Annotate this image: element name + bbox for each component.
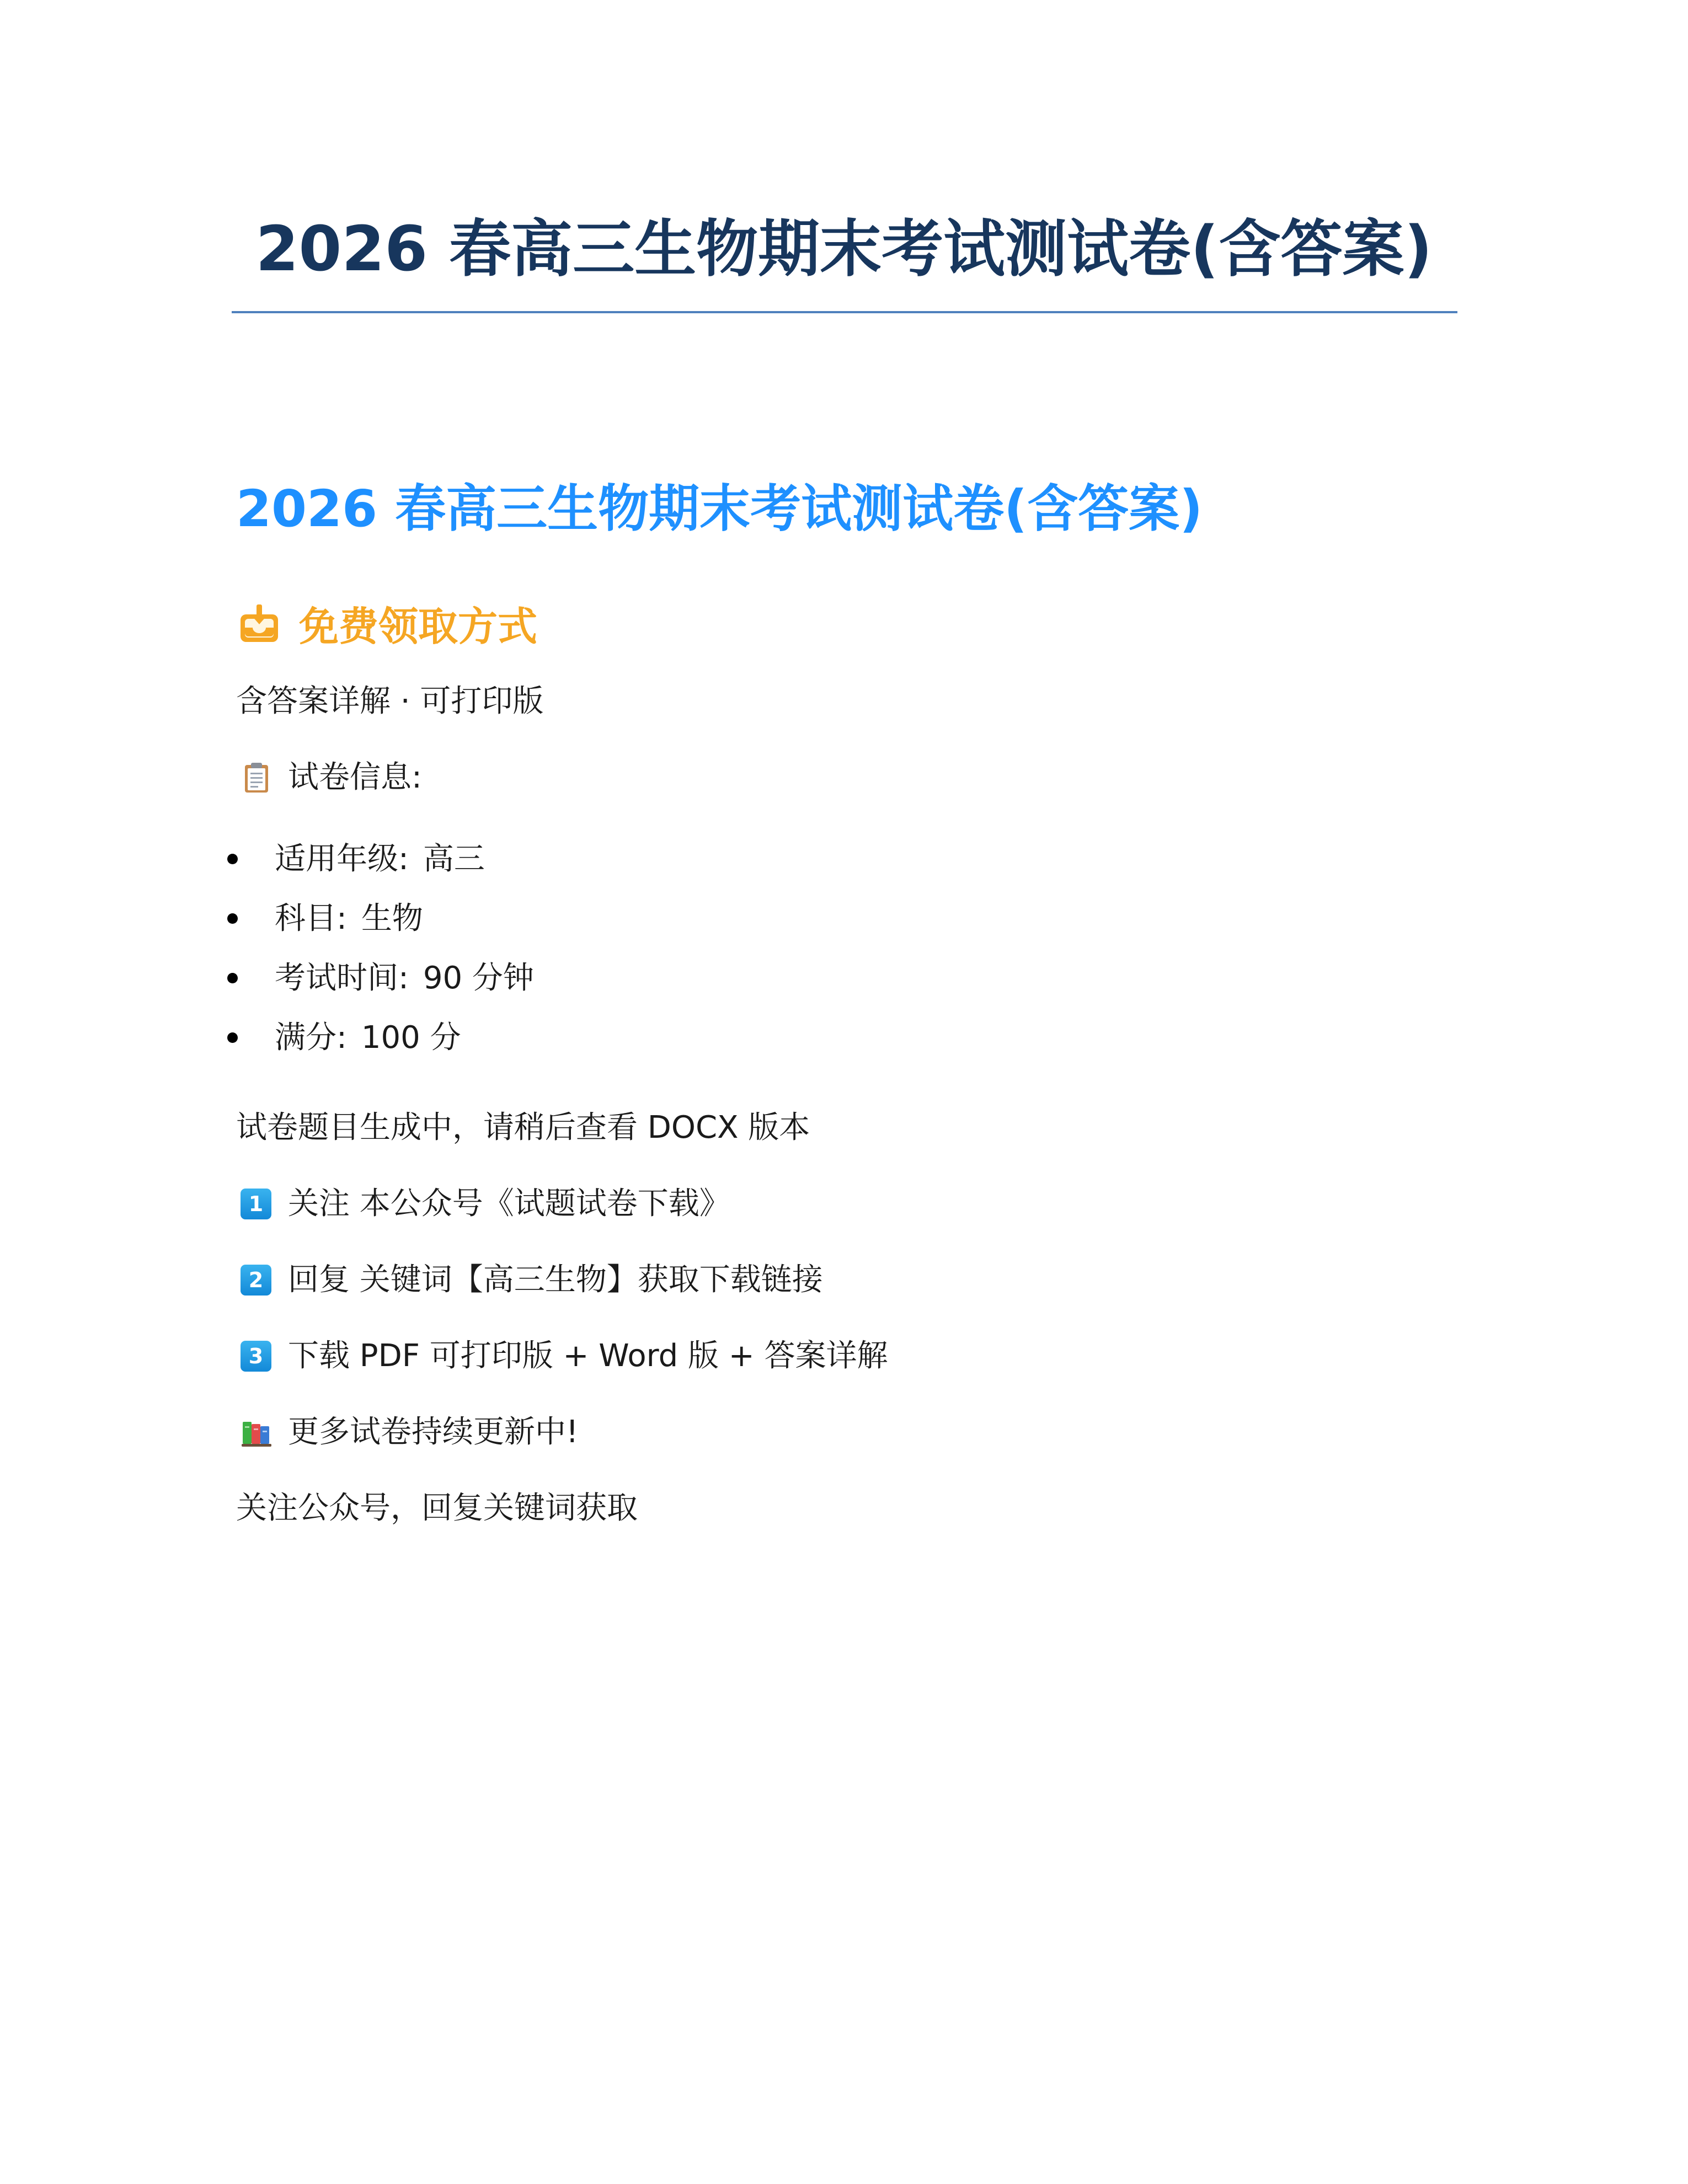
keycap-1-icon: 1 [241, 1189, 271, 1219]
info-list [225, 837, 534, 1075]
info-item-value: 生物 [361, 901, 423, 936]
section-heading [238, 593, 537, 654]
footer-text-content: 关注公众号，回复关键词获取 [236, 1490, 638, 1526]
notice-text: 试卷题目生成中，请稍后查看 DOCX 版本 [236, 1110, 810, 1145]
subtitle [236, 679, 543, 724]
clipboard-icon [241, 762, 273, 794]
info-item-label: 满分: [275, 1020, 347, 1056]
bullet-dot [227, 854, 238, 864]
inbox-tray-icon [238, 602, 280, 644]
step-2 [236, 1258, 823, 1302]
list-item [225, 1016, 534, 1075]
info-item-value: 高三 [423, 841, 485, 877]
info-item-label: 科目: [275, 901, 347, 936]
info-item-label: 考试时间: [275, 960, 409, 996]
more-text: 更多试卷持续更新中! [288, 1414, 579, 1450]
notice [236, 1106, 810, 1150]
list-item [225, 956, 534, 1016]
bullet-dot [227, 913, 238, 924]
step-text: 下载 PDF 可打印版 + Word 版 + 答案详解 [288, 1338, 888, 1374]
info-item-label: 适用年级: [275, 841, 409, 877]
more-notice [236, 1410, 578, 1454]
books-icon [241, 1416, 273, 1448]
info-label [236, 756, 422, 800]
step-3 [236, 1334, 888, 1378]
step-text: 关注 本公众号《试题试卷下载》 [288, 1186, 730, 1222]
page-title: 2026 春高三生物期末考试测试卷(含答案) [255, 213, 1433, 285]
info-label-text: 试卷信息: [288, 759, 422, 795]
list-item [225, 897, 534, 956]
footer-text [236, 1486, 638, 1530]
step-text: 回复 关键词【高三生物】获取下载链接 [288, 1262, 823, 1298]
step-1 [236, 1182, 730, 1226]
subtitle-text: 含答案详解 · 可打印版 [236, 683, 544, 719]
info-item-value: 100 分 [361, 1020, 461, 1056]
bullet-dot [227, 973, 238, 983]
keycap-2-icon: 2 [241, 1265, 271, 1296]
section-heading-text: 免费领取方式 [299, 603, 538, 650]
list-item [225, 837, 534, 897]
keycap-3-icon: 3 [241, 1341, 271, 1372]
title-divider [232, 311, 1457, 313]
bullet-dot [227, 1032, 238, 1043]
info-item-value: 90 分钟 [423, 960, 534, 996]
document-heading: 2026 春高三生物期末考试测试卷(含答案) [236, 479, 1203, 538]
